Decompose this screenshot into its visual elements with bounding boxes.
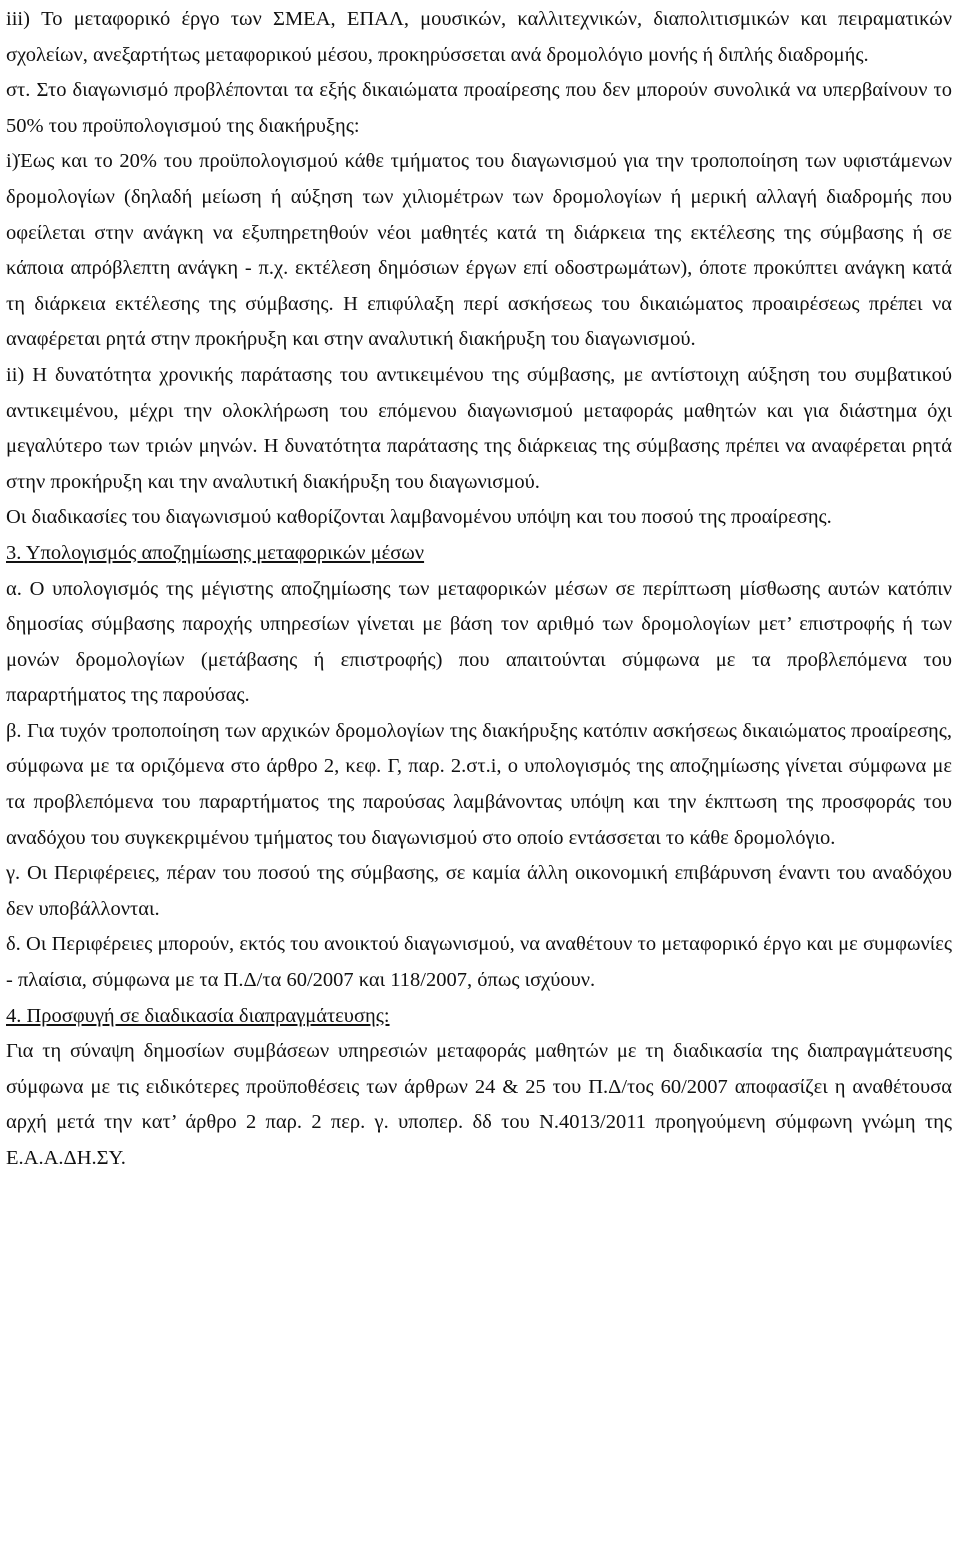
paragraph-st-option-rights: στ. Στο διαγωνισμό προβλέπονται τα εξής δικαιώματα προαίρεσης που δεν μπορούν συνολικά να υπερβαίνουν το 50% του προϋπολογισμού της διακήρυξης:	[6, 79, 952, 137]
paragraph-d-framework-agreements: δ. Οι Περιφέρειες μπορούν, εκτός του ανοικτού διαγωνισμού, να αναθέτουν το μεταφορικό έργο και με συμφωνίες - πλαίσια, σύμφωνα με τα Π.Δ/τα 60/2007 και 118/2007, όπως ισχύουν.	[6, 933, 952, 992]
paragraph-ii-time-extension: ii) Η δυνατότητα χρονικής παράτασης του αντικειμένου της σύμβασης, με αντίστοιχη αύξηση του συμβατικού αντικειμένου, μέχρι την ολοκλήρωση του επόμενου διαγωνισμού μεταφοράς μαθητών και για διάστημα όχι μεγαλύτερο των τριών μηνών. Η δυνατότητα παράτασης της διάρκειας της σύμβασης πρέπει να αναφέρεται ρητά στην προκήρυξη και την αναλυτική διακήρυξη του διαγωνισμού.	[6, 363, 952, 493]
paragraph-option-procedures: Οι διαδικασίες του διαγωνισμού καθορίζονται λαμβανομένου υπόψη και του ποσού της προαίρεσης.	[6, 506, 832, 529]
paragraph-negotiation-procedure: Για τη σύναψη δημοσίων συμβάσεων υπηρεσιών μεταφοράς μαθητών με τη διαδικασία της διαπραγμάτευσης σύμφωνα με τις ειδικότερες προϋποθέσεις των άρθρων 24 & 25 του Π.Δ/τος 60/2007 αποφασίζει η αναθέτουσα αρχή μετά την κατ’ άρθρο 2 παρ. 2 περ. γ. υποπερ. δδ του Ν.4013/2011 προηγούμενη σύμφωνη γνώμη της Ε.Α.Α.ΔΗ.ΣΥ.	[6, 1040, 952, 1169]
paragraph-iii-special-schools: iii) Το μεταφορικό έργο των ΣΜΕΑ, ΕΠΑΛ, μουσικών, καλλιτεχνικών, διαπολιτισμικών και πειραματικών σχολείων, ανεξαρτήτως μεταφορικού μέσου, προκηρύσσεται ανά δρομολόγιο μονής ή διπλής διαδρομής.	[6, 8, 952, 66]
paragraph-c-no-other-burden: γ. Οι Περιφέρειες, πέραν του ποσού της σύμβασης, σε καμία άλλη οικονομική επιβάρυνση έναντι του αναδόχου δεν υποβάλλονται.	[6, 862, 952, 920]
paragraph-i-route-modification: i)Έως και το 20% του προϋπολογισμού κάθε τμήματος του διαγωνισμού για την τροποποίηση των υφιστάμενων δρομολογίων (δηλαδή μείωση ή αύξηση των χιλιομέτρων των δρομολογίων ή μερική αλλαγή διαδρομής που οφείλεται στην ανάγκη να εξυπηρετηθούν νέοι μαθητές κατά τη διάρκεια της εκτέλεσης της σύμβασης ή σε κάποια απρόβλεπτη ανάγκη - π.χ. εκτέλεση δημόσιων έργων επί οδοστρωμάτων), όποτε προκύπτει ανάγκη κατά τη διάρκεια εκτέλεσης της σύμβασης. Η επιφύλαξη περί ασκήσεως του δικαιώματος προαιρέσεως πρέπει να αναφέρεται ρητά στην προκήρυξη και στην αναλυτική διακήρυξη του διαγωνισμού.	[6, 150, 952, 351]
paragraph-b-route-changes: β. Για τυχόν τροποποίηση των αρχικών δρομολογίων της διακήρυξης κατόπιν ασκήσεως δικαιώματος προαίρεσης, σύμφωνα με τα οριζόμενα στο άρθρο 2, κεφ. Γ, παρ. 2.στ.i, ο υπολογισμός της αποζημίωσης γίνεται σύμφωνα με τα προβλεπόμενα του παραρτήματος της παρούσας λαμβάνοντας υπόψη και την έκπτωση της προσφοράς του αναδόχου του συγκεκριμένου τμήματος του διαγωνισμού στο οποίο εντάσσεται το κάθε δρομολόγιο.	[6, 719, 952, 849]
section-heading-4: 4. Προσφυγή σε διαδικασία διαπραγμάτευσης:	[6, 1004, 390, 1027]
section-heading-3: 3. Υπολογισμός αποζημίωσης μεταφορικών μέσων	[6, 541, 425, 564]
paragraph-a-compensation: α. Ο υπολογισμός της μέγιστης αποζημίωσης των μεταφορικών μέσων σε περίπτωση μίσθωσης αυτών κατόπιν δημοσίας σύμβασης παροχής υπηρεσίων γίνεται με βάση τον αριθμό των δρομολογίων μετ’ επιστροφής ή των μονών δρομολογίων (μετάβασης ή επιστροφής) που απαιτούνται σύμφωνα με τα προβλεπόμενα του παραρτήματος της παρούσας.	[6, 577, 952, 707]
